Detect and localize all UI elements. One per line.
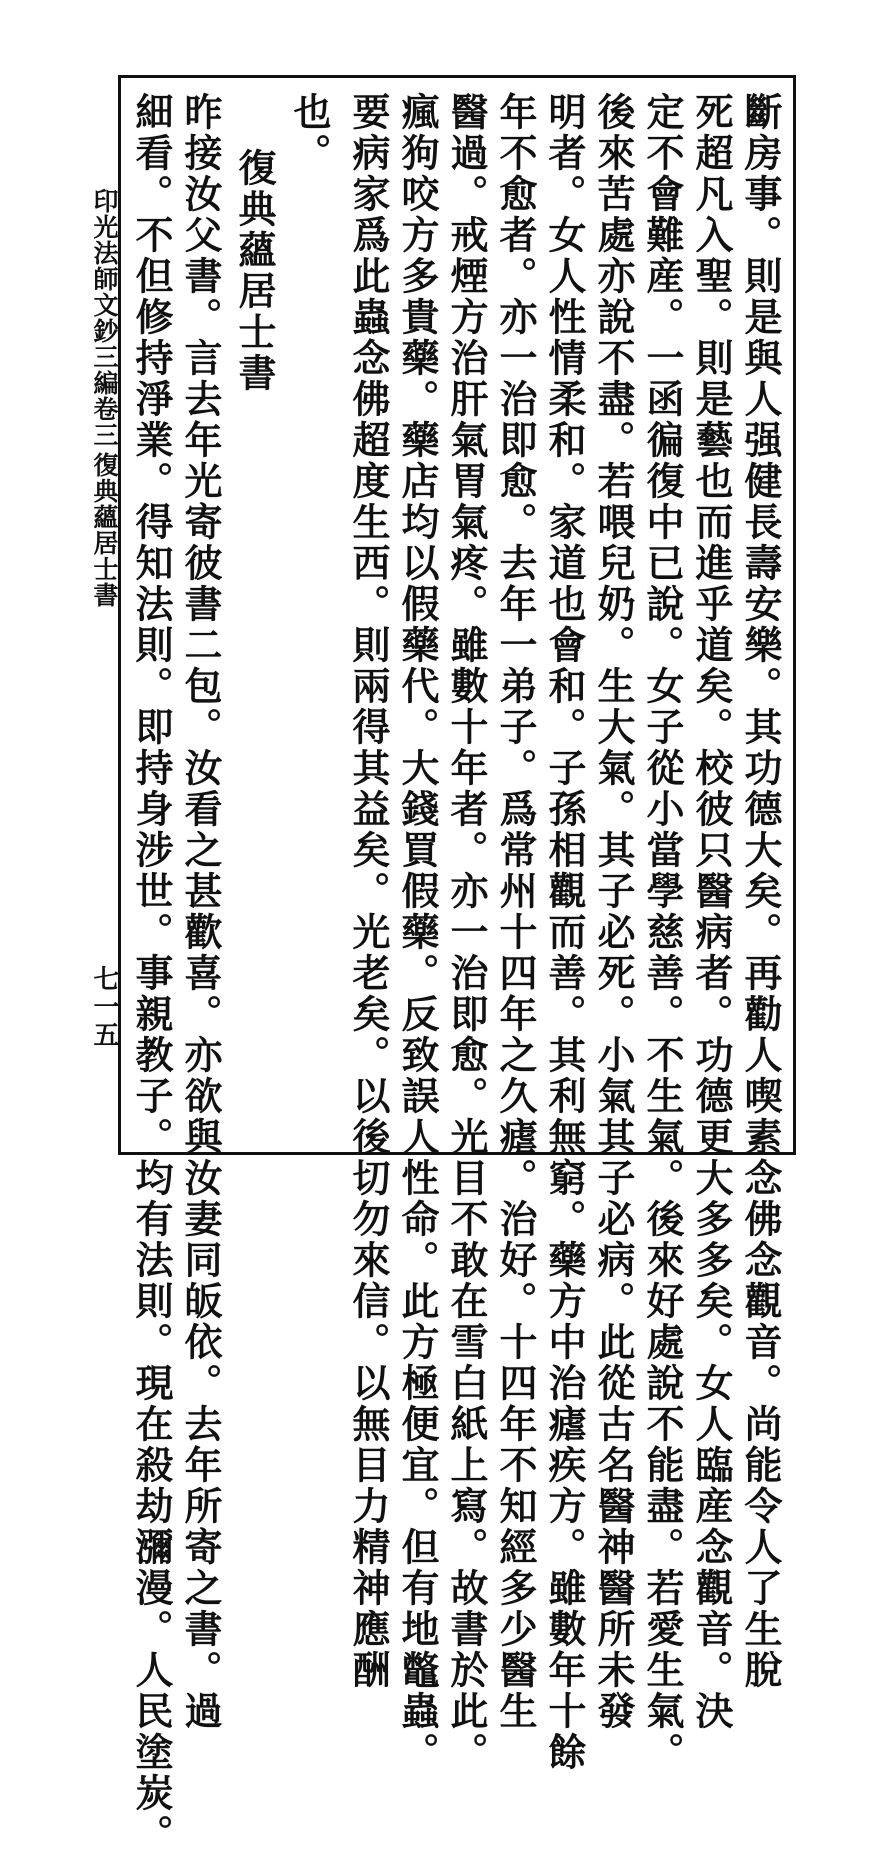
text-column-7: 醫過。戒煙方治肝氣胃氣疼。雖數十年者。亦一治即愈。光目不敢在雪白紙上寫。故書於此。: [444, 92, 489, 1773]
text-column-9: 要病家爲此蟲念佛超度生西。則兩得其益矣。光老矣。以後切勿來信。以無目力精神應酬: [346, 92, 391, 1691]
text-column-4: 後來苦處亦說不盡。若喂兒奶。生大氣。其子必死。小氣其子必病。此從古名醫神醫所未發: [591, 92, 636, 1732]
letter-heading: 復典蘊居士書: [232, 148, 277, 394]
section-title: 復典蘊居士書: [90, 452, 119, 608]
text-column-5: 明者。女人性情柔和。家道也會和。子孫相觀而善。其利無窮。藥方中治瘧疾方。雖數年十餘: [542, 92, 587, 1773]
book-title: 印光法師文鈔三編卷三: [90, 188, 119, 448]
text-column-1: 斷房事。則是與人强健長壽安樂。其功德大矣。再勸人喫素念佛念觀音。尚能令人了生脫: [738, 92, 783, 1691]
text-column-13: 細看。不但修持淨業。得知法則。即持身涉世。事親教子。均有法則。現在殺劫瀰漫。人民塗炭。: [129, 92, 174, 1855]
text-column-2: 死超凡入聖。則是藝也而進乎道矣。校彼只醫病者。功德更大多多矣。女人臨産念觀音。決: [689, 92, 734, 1732]
text-column-12: 昨接汝父書。言去年光寄彼書二包。汝看之甚歡喜。亦欲與汝妻同皈依。去年所寄之書。過: [178, 92, 223, 1732]
text-column-10: 也。: [287, 92, 332, 174]
text-column-6: 年不愈者。亦一治即愈。去年一弟子。爲常州十四年之久瘧。治好。十四年不知經多少醫生: [493, 92, 538, 1732]
text-column-8: 瘋狗咬方多貴藥。藥店均以假藥代。大錢買假藥。反致誤人性命。此方極便宜。但有地鼈蟲。: [395, 92, 440, 1773]
text-column-3: 定不會難産。一函徧復中已說。女子從小當學慈善。不生氣。後來好處說不能盡。若愛生氣。: [640, 92, 685, 1773]
page-number: 七一五: [89, 965, 119, 1049]
